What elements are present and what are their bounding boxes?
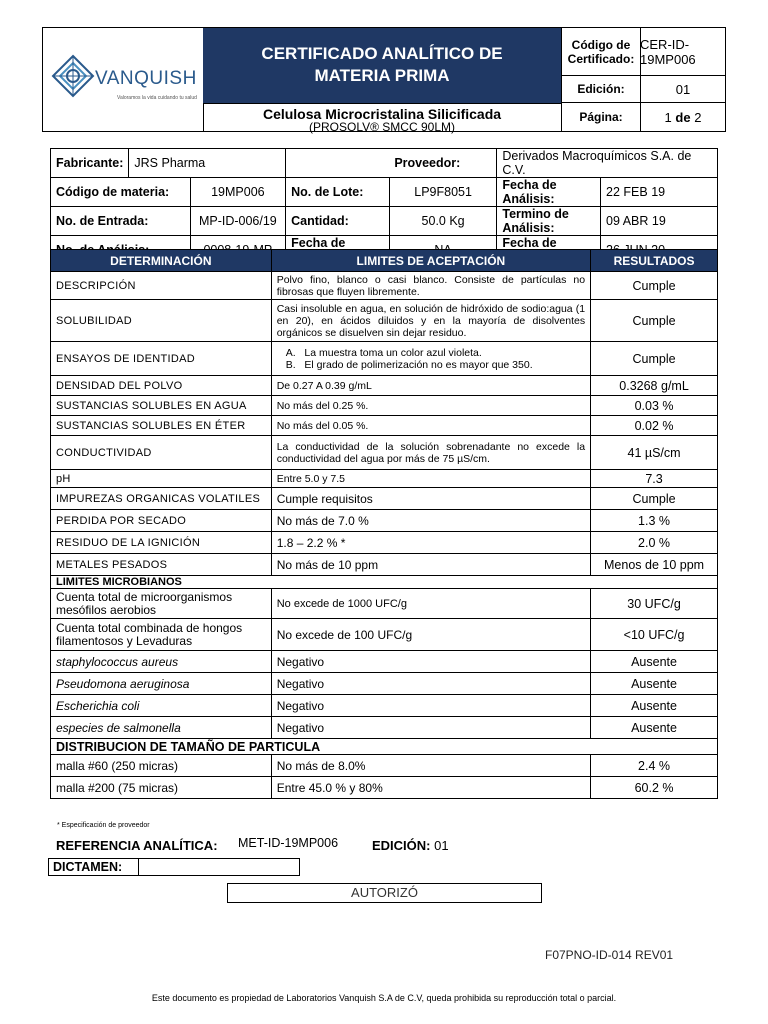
vanquish-logo-icon <box>51 54 95 98</box>
edition-value: 01 <box>675 81 691 97</box>
cert-code-value: CER-ID-19MP006 <box>640 36 696 67</box>
results-table <box>50 249 718 799</box>
col-results: RESULTADOS <box>591 250 718 272</box>
manufacturer-value: JRS Pharma <box>129 149 286 178</box>
table-row: SUSTANCIAS SOLUBLES EN ÉTER No más del 0.05 %. 0.02 % <box>51 416 718 436</box>
quantity-value: 50.0 Kg <box>389 207 497 236</box>
certificate-meta <box>561 28 726 131</box>
lot-value: LP9F8051 <box>389 178 497 207</box>
table-row: Pseudomona aeruginosa Negativo Ausente <box>51 673 718 695</box>
document-title: CERTIFICADO ANALÍTICO DE MATERIA PRIMA <box>203 28 561 103</box>
particle-size-title: DISTRIBUCION DE TAMAÑO DE PARTICULA <box>51 739 718 755</box>
cert-code-row: Código de Certificado: CER-ID-19MP006 <box>562 28 726 76</box>
info-row: No. de Entrada: MP-ID-006/19 Cantidad: 50.0 Kg Termino de Análisis: 09 ABR 19 <box>51 207 718 236</box>
table-row: METALES PESADOS No más de 10 ppm Menos de 10 ppm <box>51 554 718 576</box>
table-row: malla #60 (250 micras) No más de 8.0% 2.4 % <box>51 755 718 777</box>
info-row: Código de materia: 19MP006 No. de Lote: LP9F8051 Fecha de Análisis: 22 FEB 19 <box>51 178 718 207</box>
table-row: malla #200 (75 micras) Entre 45.0 % y 80% 60.2 % <box>51 777 718 799</box>
end-date-value: 09 ABR 19 <box>601 207 718 236</box>
reference-value: MET-ID-19MP006 <box>238 836 339 850</box>
section-row <box>51 739 718 755</box>
table-row: RESIDUO DE LA IGNICIÓN 1.8 – 2.2 % * 2.0 % <box>51 532 718 554</box>
table-row: pH Entre 5.0 y 7.5 7.3 <box>51 470 718 488</box>
identity-test-a: A. La muestra toma un color azul violeta. <box>285 346 482 359</box>
material-info-table <box>50 148 718 265</box>
logo-text: VANQUISH <box>95 68 197 89</box>
microbial-limits-title: LIMITES MICROBIANOS <box>51 576 718 589</box>
table-row: Cuenta total combinada de hongos filamentosos y Levaduras No excede de 100 UFC/g <10 UFC/g <box>51 619 718 651</box>
info-row: Fecha de Fecha de <box>51 236 718 265</box>
identity-test-b: B. El grado de polimerización no es mayor que 350. <box>285 358 533 371</box>
table-row: IMPUREZAS ORGANICAS VOLATILES Cumple requisitos Cumple <box>51 488 718 510</box>
table-row: DESCRIPCIÓN Polvo fino, blanco o casi blanco. Consiste de partículas no fibrosas que fluyen libremente. Cumple <box>51 272 718 300</box>
product-subtitle: (PROSOLV® SMCC 90LM) <box>309 120 455 134</box>
supplier-value: Derivados Macroquímicos S.A. de C.V. <box>497 149 718 178</box>
form-code: F07PNO-ID-014 REV01 <box>545 948 674 962</box>
entry-value: MP-ID-006/19 <box>190 207 286 236</box>
disclaimer: Este documento es propiedad de Laboratorios Vanquish S.A de C.V, queda prohibida su reproducción total o parcial. <box>151 993 617 1003</box>
dictamen-box <box>48 858 300 876</box>
table-row: SUSTANCIAS SOLUBLES EN AGUA No más del 0.25 %. 0.03 % <box>51 396 718 416</box>
page-value: 1 de 2 <box>664 109 702 125</box>
table-header <box>51 250 718 272</box>
section-row <box>51 576 718 589</box>
info-row: Fabricante: JRS Pharma Proveedor: Derivados Macroquímicos S.A. de C.V. <box>51 149 718 178</box>
product-name <box>203 103 561 132</box>
table-row: CONDUCTIVIDAD La conductividad de la solución sobrenadante no excede la conductividad del agua por más de 75 µS/cm. 41 µS/cm <box>51 436 718 470</box>
dictamen-label: DICTAMEN: <box>49 859 139 875</box>
certificate-header <box>42 27 726 132</box>
page-row: Página: 1 de 2 <box>562 103 726 131</box>
table-row: staphylococcus aureus Negativo Ausente <box>51 651 718 673</box>
product-title: Celulosa Microcristalina Silicificada <box>262 106 502 122</box>
authorized-box: AUTORIZÓ <box>227 883 542 903</box>
analysis-date-value: 22 FEB 19 <box>601 178 718 207</box>
reference-edition: EDICIÓN: 01 <box>372 838 449 853</box>
col-limits: LIMITES DE ACEPTACIÓN <box>271 250 590 272</box>
col-determination: DETERMINACIÓN <box>51 250 272 272</box>
material-code-value: 19MP006 <box>190 178 286 207</box>
edition-row: Edición: 01 <box>562 76 726 103</box>
table-row: PERDIDA POR SECADO No más de 7.0 % 1.3 % <box>51 510 718 532</box>
table-row: ENSAYOS DE IDENTIDAD A. La muestra toma un color azul violeta. B. El grado de polimerización no es mayor que 350. Cumple <box>51 342 718 376</box>
logo <box>43 28 204 131</box>
supplier-spec-note: * Especificación de proveedor <box>57 822 150 829</box>
table-row: Escherichia coli Negativo Ausente <box>51 695 718 717</box>
table-row: SOLUBILIDAD Casi insoluble en agua, en solución de hidróxido de sodio:agua (1 en 20), en ácidos diluidos y en la mayoría de disolventes orgánicos se disuelven sin dejar residuo. Cumple <box>51 300 718 342</box>
logo-tagline: Valoramos la vida cuidando tu salud <box>117 95 197 101</box>
table-row: DENSIDAD DEL POLVO De 0.27 A 0.39 g/mL 0.3268 g/mL <box>51 376 718 396</box>
table-row: Cuenta total de microorganismos mesófilos aerobios No excede de 1000 UFC/g 30 UFC/g <box>51 589 718 619</box>
reference-label: REFERENCIA ANALÍTICA: <box>56 838 218 853</box>
table-row: especies de salmonella Negativo Ausente <box>51 717 718 739</box>
